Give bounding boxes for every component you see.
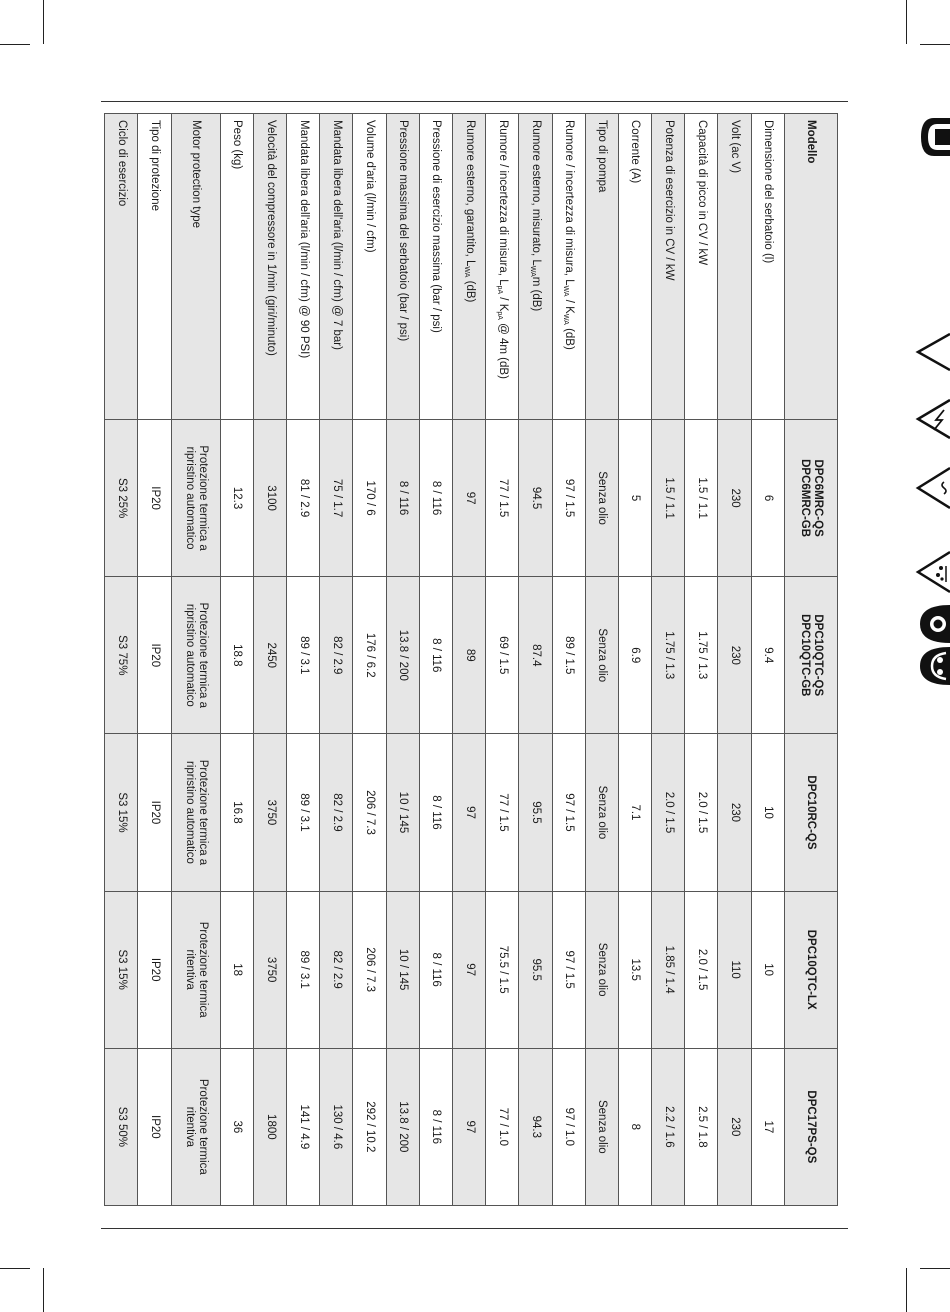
model-name: DPC10QTC-LX <box>805 929 818 1010</box>
cell-value: 82 / 2.9 <box>320 734 353 891</box>
cell-value: 97 / 1.5 <box>552 420 585 577</box>
cell-line: ripristino automatico <box>183 761 196 864</box>
cell-line: Protezione termica a <box>196 602 209 709</box>
cell-value: 89 <box>453 577 486 734</box>
electric-shock-warning-icon <box>914 396 950 442</box>
table-row <box>486 114 519 1206</box>
cell-value: 97 / 1.5 <box>552 734 585 891</box>
warning-triangle-icon <box>914 330 950 374</box>
row-label: Ciclo di esercizio <box>105 114 138 420</box>
header-label: Modello <box>784 114 837 420</box>
crop-mark <box>920 1268 950 1269</box>
table-row <box>585 114 618 1206</box>
cell-value: 2.5 / 1.8 <box>685 1048 718 1205</box>
manual-icon <box>918 116 950 158</box>
row-label: Velocità del compressore in 1/min (giri/minuto) <box>253 114 286 420</box>
label-text: Rumore / incertezza di misura, L <box>496 120 509 286</box>
table-row <box>552 114 585 1206</box>
row-label: Capacità di picco in CV / kW <box>685 114 718 420</box>
cell-value: 89 / 3.1 <box>287 577 320 734</box>
table-row <box>253 114 286 1206</box>
label-text: m (dB) <box>529 276 542 312</box>
cell-value: S3 75% <box>105 577 138 734</box>
cell-value: 77 / 1.0 <box>486 1048 519 1205</box>
cell-value: 97 <box>453 891 486 1048</box>
cell-value: Senza olio <box>585 1048 618 1205</box>
ear-protection-icon <box>918 604 950 644</box>
label-text: Rumore / incertezza di misura, L <box>563 120 576 286</box>
cell-line: Protezione termica a <box>196 445 209 551</box>
row-label <box>519 114 552 420</box>
model-name: DPC17PS-QS <box>805 1090 818 1164</box>
cell-value: 69 / 1.5 <box>486 577 519 734</box>
row-label: Mandata libera dell'aria (l/min / cfm) @ 90 PSI) <box>287 114 320 420</box>
cell-line: Protezione termica a <box>196 759 209 866</box>
cell-value: 206 / 7.3 <box>353 891 386 1048</box>
cell-value: 3750 <box>253 734 286 891</box>
cell-value: 230 <box>718 420 751 577</box>
label-subscript: pA <box>495 285 503 295</box>
cell-value: 10 / 145 <box>386 891 419 1048</box>
cell-value: 8 <box>618 1048 651 1205</box>
cell-value: 13.5 <box>618 891 651 1048</box>
cell-value: 97 / 1.5 <box>552 891 585 1048</box>
label-subscript: WA <box>462 266 470 278</box>
cell-value <box>171 420 220 577</box>
table-row <box>320 114 353 1206</box>
cell-value: S3 50% <box>105 1048 138 1205</box>
cell-value <box>171 891 220 1048</box>
crop-mark <box>0 1268 30 1269</box>
model-header <box>784 891 837 1048</box>
cell-value: 18 <box>220 891 253 1048</box>
cell-value: 3750 <box>253 891 286 1048</box>
cell-value: 2.0 / 1.5 <box>685 891 718 1048</box>
table-row <box>171 114 220 1206</box>
model-header <box>784 420 837 577</box>
cell-value: 8 / 116 <box>419 734 452 891</box>
cell-value: 3100 <box>253 420 286 577</box>
cell-value: IP20 <box>138 420 171 577</box>
cell-value: 95.5 <box>519 734 552 891</box>
cell-value: 292 / 10.2 <box>353 1048 386 1205</box>
cell-value: 110 <box>718 891 751 1048</box>
cell-value: 2.2 / 1.6 <box>652 1048 685 1205</box>
table-row <box>287 114 320 1206</box>
cell-value: 95.5 <box>519 891 552 1048</box>
row-label <box>486 114 519 420</box>
cell-value: S3 15% <box>105 734 138 891</box>
table-row <box>453 114 486 1206</box>
top-rule <box>101 101 848 102</box>
cell-line: ritentiva <box>183 949 196 990</box>
label-subscript: WA <box>528 265 536 277</box>
cell-value: 97 <box>453 1048 486 1205</box>
row-label: Volume d'aria (l/min / cfm) <box>353 114 386 420</box>
cell-value: 230 <box>718 1048 751 1205</box>
cell-value: 1.75 / 1.3 <box>685 577 718 734</box>
table-row <box>419 114 452 1206</box>
cell-value: 1.75 / 1.3 <box>652 577 685 734</box>
cell-value: 1.5 / 1.1 <box>685 420 718 577</box>
cell-value: IP20 <box>138 734 171 891</box>
row-label: Peso (kg) <box>220 114 253 420</box>
cell-value: S3 25% <box>105 420 138 577</box>
cell-line: ripristino automatico <box>183 603 196 707</box>
table-row <box>685 114 718 1206</box>
row-label: Volt (ac V) <box>718 114 751 420</box>
cell-value: 17 <box>751 1048 784 1205</box>
cell-value: 97 <box>453 420 486 577</box>
table-row <box>353 114 386 1206</box>
table-row <box>138 114 171 1206</box>
model-header <box>784 577 837 734</box>
cell-value: 12.3 <box>220 420 253 577</box>
row-label: Motor protection type <box>171 114 220 420</box>
cell-value: 82 / 2.9 <box>320 891 353 1048</box>
table-row <box>718 114 751 1206</box>
cell-value: 8 / 116 <box>419 420 452 577</box>
cell-value: IP20 <box>138 891 171 1048</box>
cell-value: Senza olio <box>585 420 618 577</box>
cell-value: 75 / 1.7 <box>320 420 353 577</box>
cell-value: 87.4 <box>519 577 552 734</box>
row-label <box>552 114 585 420</box>
cell-value: 6.9 <box>618 577 651 734</box>
cell-value: 8 / 116 <box>419 577 452 734</box>
row-label: Potenza di esercizio in CV / kW <box>652 114 685 420</box>
cell-value: 81 / 2.9 <box>287 420 320 577</box>
cell-value: 1.85 / 1.4 <box>652 891 685 1048</box>
crop-mark <box>906 1268 907 1312</box>
cell-value: 8 / 116 <box>386 420 419 577</box>
cell-line: Protezione termica <box>196 1078 209 1175</box>
cell-value: 1800 <box>253 1048 286 1205</box>
cell-value: 13.8 / 200 <box>386 1048 419 1205</box>
label-text: / K <box>563 296 576 314</box>
label-text: / K <box>496 294 509 312</box>
hot-surface-warning-icon <box>914 464 950 512</box>
cell-value <box>171 577 220 734</box>
cell-value: 94.5 <box>519 420 552 577</box>
label-text: Rumore esterno, misurato, L <box>529 120 542 266</box>
cell-value: 13.8 / 200 <box>386 577 419 734</box>
cell-value: 7.1 <box>618 734 651 891</box>
crop-mark <box>920 44 950 45</box>
cell-value: 89 / 3.1 <box>287 891 320 1048</box>
cell-value: 1.5 / 1.1 <box>652 420 685 577</box>
label-subscript: pA <box>495 311 503 320</box>
label-text: @ 4m (dB) <box>496 319 509 379</box>
cell-value: Senza olio <box>585 734 618 891</box>
cell-value: 36 <box>220 1048 253 1205</box>
cell-value: 8 / 116 <box>419 891 452 1048</box>
cell-line: Protezione termica <box>196 921 209 1018</box>
cell-value: Senza olio <box>585 577 618 734</box>
cell-value: 170 / 6 <box>353 420 386 577</box>
cell-value: 97 <box>453 734 486 891</box>
table-row <box>105 114 138 1206</box>
table-row <box>751 114 784 1206</box>
label-text: Rumore esterno, garantito, L <box>463 120 476 267</box>
label-text: (dB) <box>563 324 576 350</box>
model-name: DPC6MRC-QS <box>811 459 824 537</box>
cell-value: 5 <box>618 420 651 577</box>
row-label: Mandata libera dell'aria (l/min / cfm) @ 7 bar) <box>320 114 353 420</box>
row-label: Tipo di pompa <box>585 114 618 420</box>
cell-value: 18.8 <box>220 577 253 734</box>
row-label: Pressione di esercizio massima (bar / psi) <box>419 114 452 420</box>
cell-value: 230 <box>718 734 751 891</box>
cell-value: 97 / 1.0 <box>552 1048 585 1205</box>
cell-value: S3 15% <box>105 891 138 1048</box>
cell-value: IP20 <box>138 577 171 734</box>
table-row <box>652 114 685 1206</box>
cell-value <box>171 734 220 891</box>
cell-value: 89 / 3.1 <box>287 734 320 891</box>
cell-value: 9.4 <box>751 577 784 734</box>
cell-value: 75.5 / 1.5 <box>486 891 519 1048</box>
table-row <box>519 114 552 1206</box>
cell-value: 2.0 / 1.5 <box>652 734 685 891</box>
flying-debris-warning-icon <box>914 548 950 596</box>
header-row <box>784 114 837 1206</box>
cell-value: 10 <box>751 734 784 891</box>
table-row <box>618 114 651 1206</box>
cell-line: ritentiva <box>183 1106 196 1147</box>
row-label: Dimensione del serbatoio (l) <box>751 114 784 420</box>
row-label: Corrente (A) <box>618 114 651 420</box>
cell-value: 130 / 4.6 <box>320 1048 353 1205</box>
crop-mark <box>0 44 30 45</box>
row-label: Tipo di protezione <box>138 114 171 420</box>
cell-value: 82 / 2.9 <box>320 577 353 734</box>
table-row <box>220 114 253 1206</box>
cell-value: IP20 <box>138 1048 171 1205</box>
cell-value: 10 <box>751 891 784 1048</box>
model-header <box>784 734 837 891</box>
model-name: DPC10RC-QS <box>805 775 818 850</box>
model-name: DPC10QTC-QS <box>811 614 824 697</box>
cell-value: 6 <box>751 420 784 577</box>
crop-mark <box>43 1268 44 1312</box>
cell-value: 2.0 / 1.5 <box>685 734 718 891</box>
cell-value: 77 / 1.5 <box>486 420 519 577</box>
cell-value: 77 / 1.5 <box>486 734 519 891</box>
cell-value: 230 <box>718 577 751 734</box>
eye-protection-icon <box>918 646 950 686</box>
label-subscript: WA <box>562 285 570 297</box>
crop-mark <box>906 0 907 44</box>
cell-value: 89 / 1.5 <box>552 577 585 734</box>
cell-value: 94.3 <box>519 1048 552 1205</box>
bottom-rule <box>101 1228 848 1229</box>
cell-value: 2450 <box>253 577 286 734</box>
spec-table <box>104 113 838 1206</box>
model-header <box>784 1048 837 1205</box>
cell-value: 10 / 145 <box>386 734 419 891</box>
cell-value: 141 / 4.9 <box>287 1048 320 1205</box>
table-row <box>386 114 419 1206</box>
cell-value <box>171 1048 220 1205</box>
cell-value: 206 / 7.3 <box>353 734 386 891</box>
cell-value: 16.8 <box>220 734 253 891</box>
row-label <box>453 114 486 420</box>
row-label: Pressione massima del serbatoio (bar / psi) <box>386 114 419 420</box>
cell-value: 176 / 6.2 <box>353 577 386 734</box>
model-name: DPC10QTC-GB <box>798 614 811 697</box>
model-name: DPC6MRC-GB <box>798 459 811 538</box>
crop-mark <box>43 0 44 44</box>
cell-value: Senza olio <box>585 891 618 1048</box>
cell-line: ripristino automatico <box>183 446 196 550</box>
label-subscript: WA <box>562 313 570 325</box>
label-text: (dB) <box>463 277 476 303</box>
spec-table-rotated <box>104 113 838 1205</box>
cell-value: 8 / 116 <box>419 1048 452 1205</box>
